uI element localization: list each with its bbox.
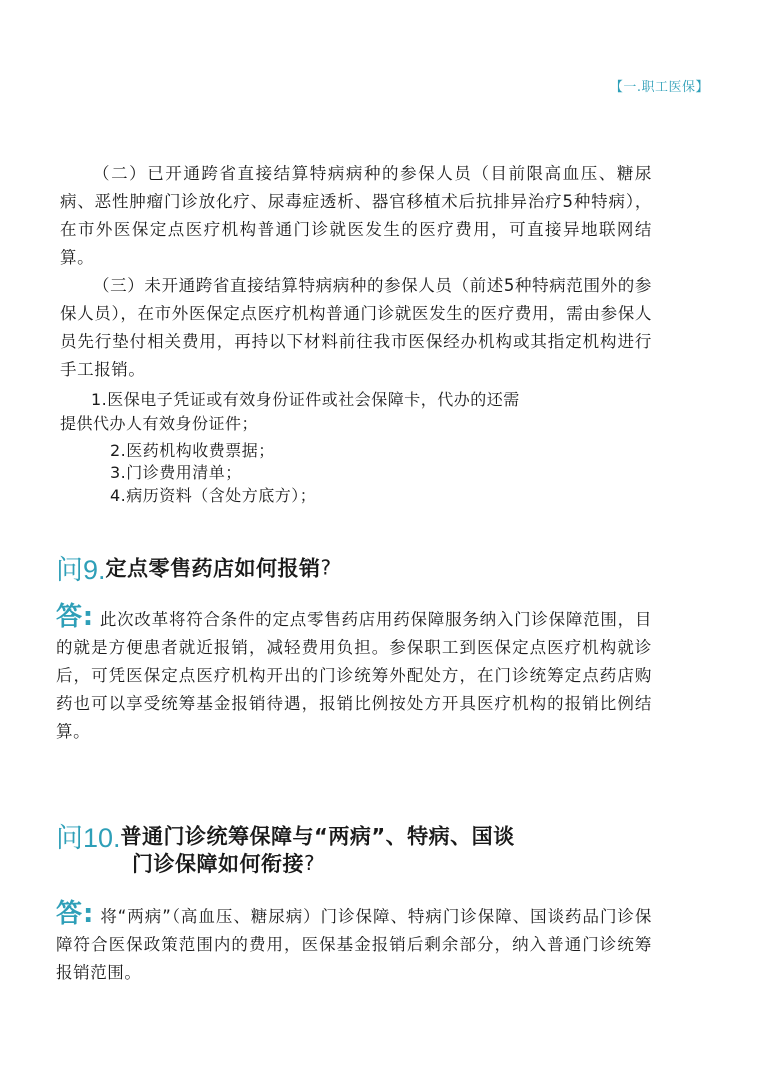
answer-10 [56,900,652,987]
question-9-text: 定点零售药店如何报销 [105,556,321,581]
material-item-4: 4.病历资料（含处方底方）； [110,486,317,505]
material-item-1: 1.医保电子凭证或有效身份证件或社会保障卡，代办的还需 [91,390,520,409]
answer-10-label: 答: [56,899,94,929]
question-10-mark: ? [304,851,315,875]
paragraph-two: （二）已开通跨省直接结算特病病种的参保人员（目前限高血压、糖尿病、恶性肿瘤门诊放化疗、尿毒症透析、器官移植术后抗排异治疗5种特病），在市外医保定点医疗机构普通门诊就医发生的医疗费用，可直接异地联网结算。 [60,164,652,267]
question-9 [56,548,676,587]
question-10-label: 问10. [56,823,121,853]
answer-9 [56,603,652,746]
paragraph-three: （三）未开通跨省直接结算特病病种的参保人员（前述5种特病范围外的参保人员），在市外医保定点医疗机构普通门诊就医发生的医疗费用，需由参保人员先行垫付相关费用，再持以下材料前往我市医保经办机构或其指定机构进行手工报销。 [60,276,652,379]
section-tag: 【一.职工医保】 [609,80,709,95]
answer-9-text: 此次改革将符合条件的定点零售药店用药保障服务纳入门诊保障范围，目的就是方便患者就近报销，减轻费用负担。参保职工到医保定点医疗机构就诊后，可凭医保定点医疗机构开出的门诊统筹外配处方，在门诊统筹定点药店购药也可以享受统筹基金报销待遇，报销比例按处方开具医疗机构的报销比例结算。 [56,610,652,741]
question-9-label: 问9. [56,555,106,585]
material-item-3: 3.门诊费用清单； [110,463,242,482]
question-9-mark: ? [320,555,332,580]
material-item-1-cont: 提供代办人有效身份证件； [60,414,259,433]
question-10-text-line1: 普通门诊统筹保障与“两病”、特病、国谈 [120,824,515,849]
question-10-line2 [132,848,752,878]
answer-9-label: 答: [56,602,94,632]
answer-10-text: 将“两病”（高血压、糖尿病）门诊保障、特病门诊保障、国谈药品门诊保障符合医保政策范围内的费用，医保基金报销后剩余部分，纳入普通门诊统筹报销范围。 [56,907,652,982]
material-item-2: 2.医药机构收费票据； [110,441,275,460]
question-10-text-line2: 门诊保障如何衔接 [132,852,304,876]
